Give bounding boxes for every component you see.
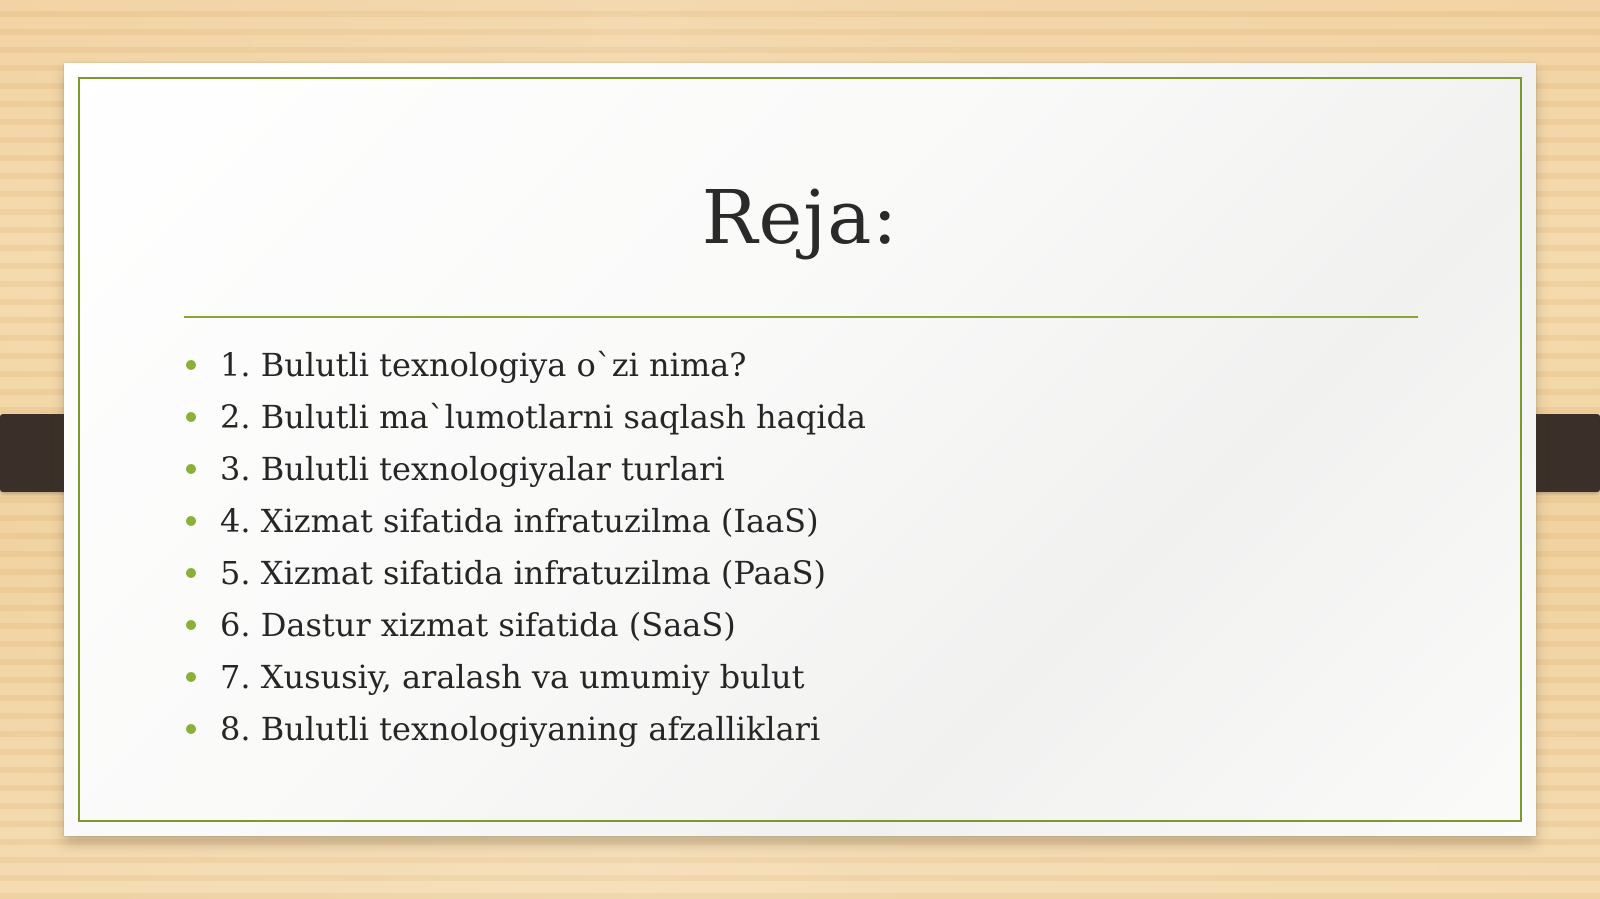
list-item xyxy=(184,651,866,703)
list-item-text: 8. Bulutli texnologiyaning afzalliklari xyxy=(220,710,821,748)
list-item-text: 3. Bulutli texnologiyalar turlari xyxy=(220,450,725,488)
list-item xyxy=(184,391,866,443)
list-item xyxy=(184,495,866,547)
bullet-dot-icon xyxy=(186,412,196,422)
list-item-text: 5. Xizmat sifatida infratuzilma (PaaS) xyxy=(220,554,827,592)
bullet-dot-icon xyxy=(186,724,196,734)
list-item-text: 7. Xususiy, aralash va umumiy bulut xyxy=(220,658,805,696)
list-item xyxy=(184,703,866,755)
bullet-dot-icon xyxy=(186,464,196,474)
slide xyxy=(64,63,1536,836)
list-item xyxy=(184,547,866,599)
bullet-dot-icon xyxy=(186,672,196,682)
list-item-text: 4. Xizmat sifatida infratuzilma (IaaS) xyxy=(220,502,819,540)
bullet-dot-icon xyxy=(186,568,196,578)
list-item-text: 1. Bulutli texnologiya o`zi nima? xyxy=(220,346,747,384)
bullet-list xyxy=(184,339,866,755)
bullet-dot-icon xyxy=(186,516,196,526)
bullet-dot-icon xyxy=(186,620,196,630)
list-item-text: 2. Bulutli ma`lumotlarni saqlash haqida xyxy=(220,398,866,436)
list-item xyxy=(184,443,866,495)
list-item xyxy=(184,339,866,391)
list-item xyxy=(184,599,866,651)
bullet-dot-icon xyxy=(186,360,196,370)
title-divider xyxy=(184,316,1418,318)
list-item-text: 6. Dastur xizmat sifatida (SaaS) xyxy=(220,606,736,644)
slide-title: Reja: xyxy=(701,175,899,261)
